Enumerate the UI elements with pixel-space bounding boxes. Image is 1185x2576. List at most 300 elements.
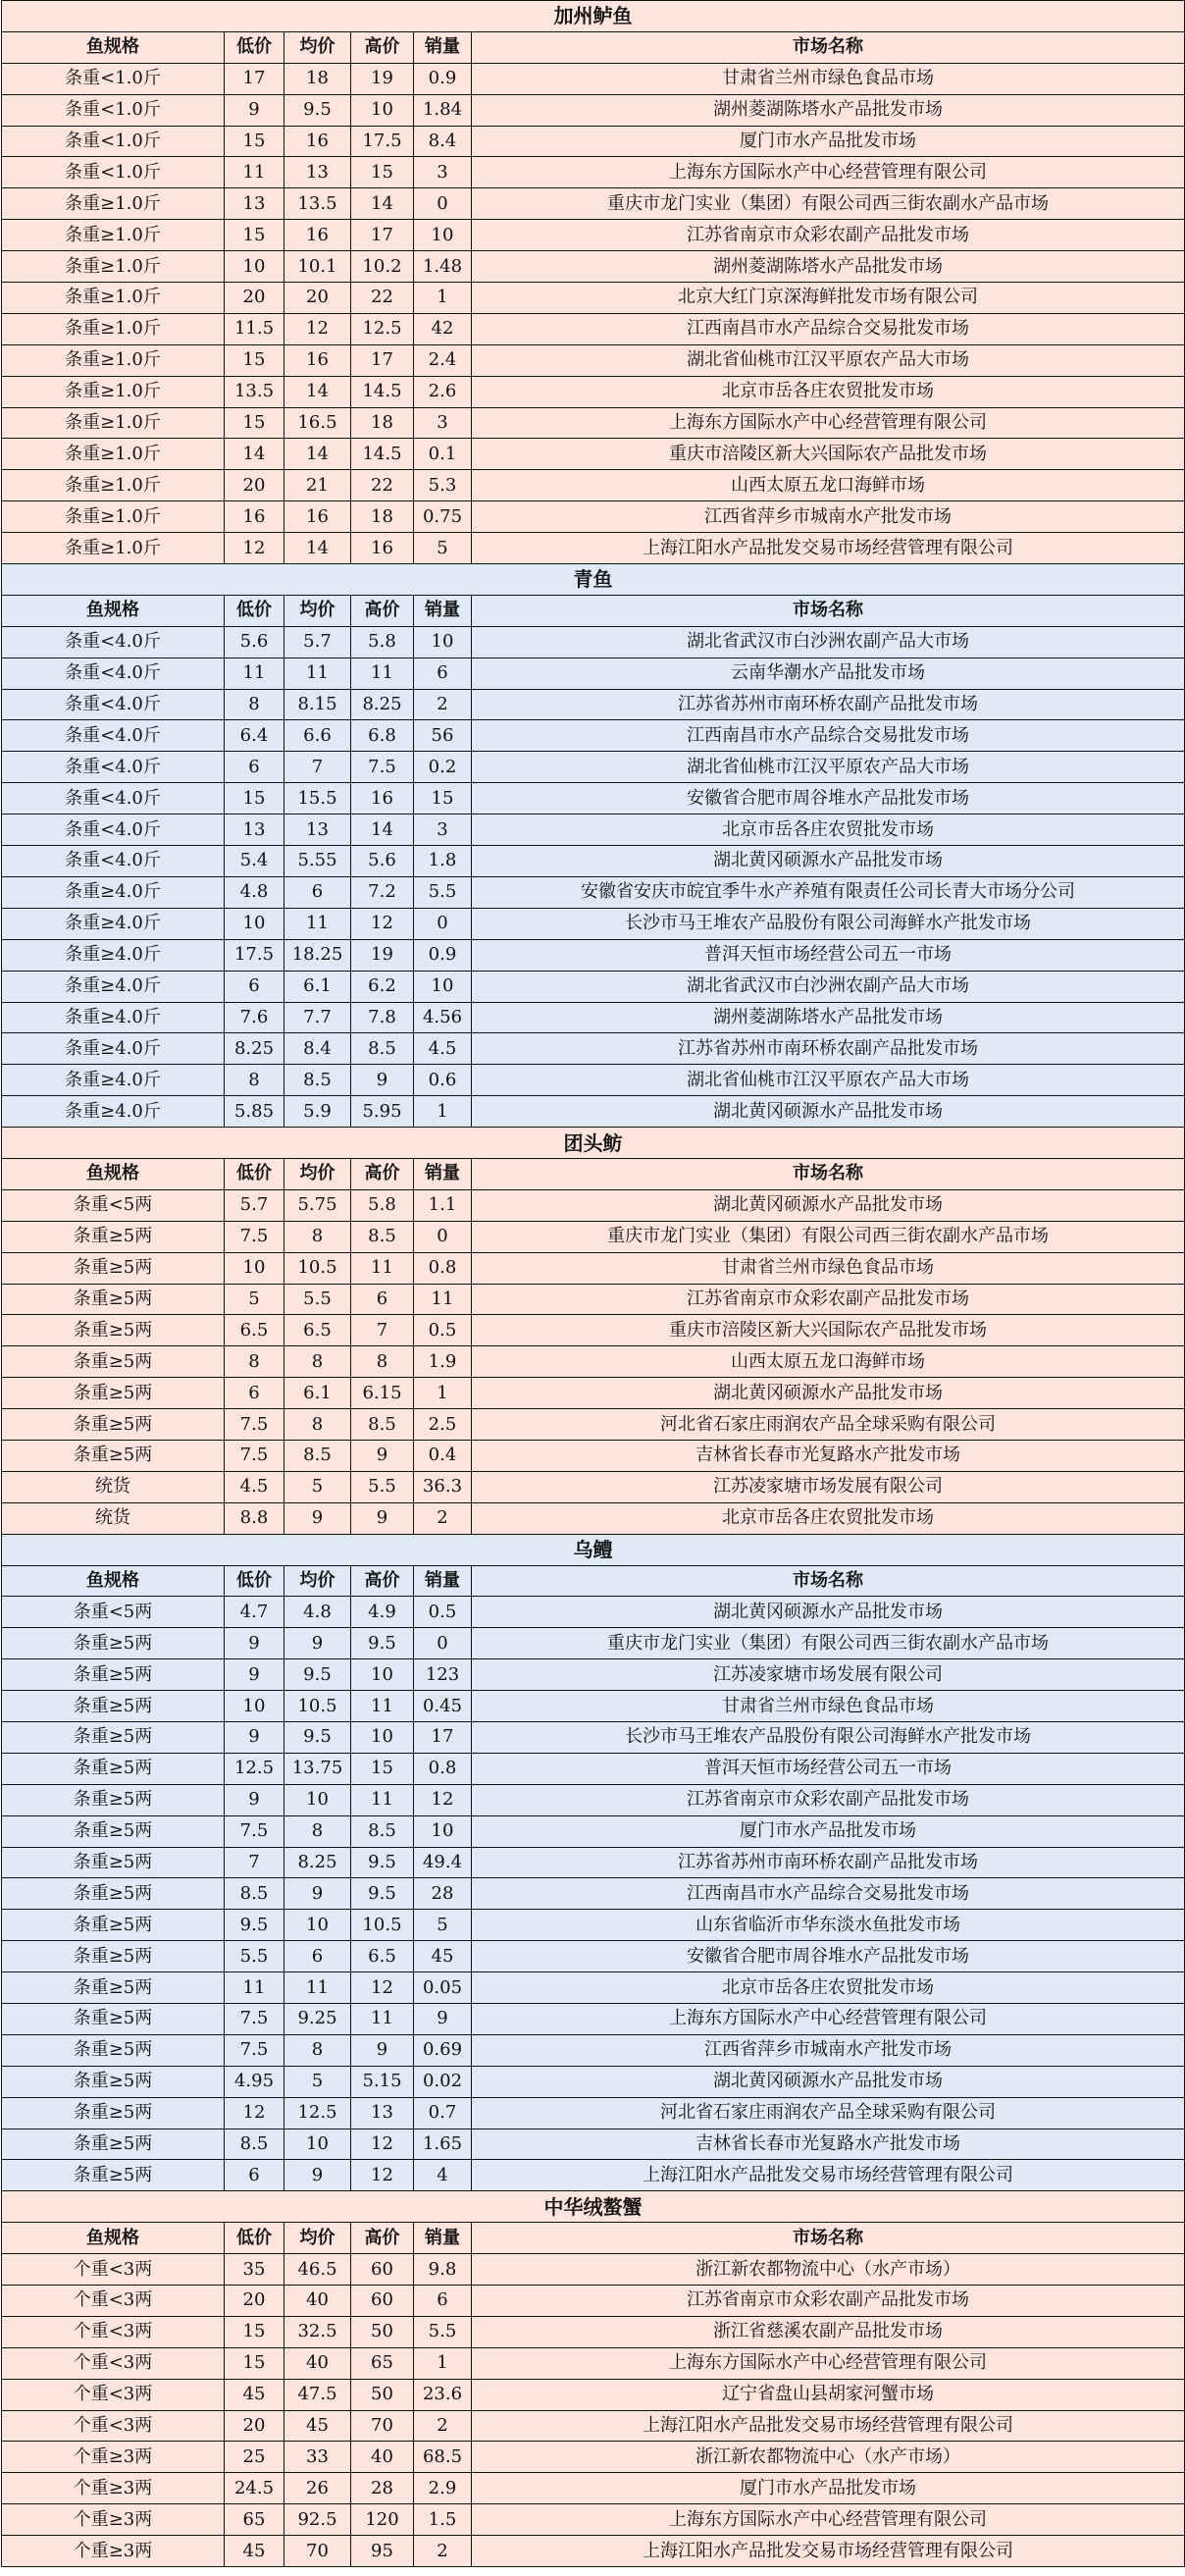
avg-price-cell: 10.5 xyxy=(284,1691,351,1722)
high-price-cell: 9 xyxy=(351,1440,414,1471)
table-row xyxy=(2,1440,1185,1471)
spec-cell: 统货 xyxy=(2,1502,225,1534)
low-price-cell: 7.5 xyxy=(225,2004,284,2035)
section-title: 青鱼 xyxy=(2,564,1185,596)
avg-price-cell: 9 xyxy=(284,2160,351,2191)
high-price-cell: 12 xyxy=(351,908,414,939)
avg-price-cell: 5 xyxy=(284,2066,351,2097)
high-price-cell: 15 xyxy=(351,1753,414,1784)
low-price-cell: 6 xyxy=(225,1378,284,1409)
avg-price-cell: 6.6 xyxy=(284,720,351,752)
spec-cell: 条重≥1.0斤 xyxy=(2,376,225,407)
header-row xyxy=(2,31,1185,63)
table-row xyxy=(2,2097,1185,2129)
volume-cell: 6 xyxy=(414,657,472,689)
table-row xyxy=(2,94,1185,126)
table-row xyxy=(2,1597,1185,1628)
low-price-cell: 13 xyxy=(225,815,284,846)
avg-price-cell: 14 xyxy=(284,376,351,407)
volume-cell: 0.75 xyxy=(414,501,472,533)
market-name-cell: 上海东方国际水产中心经营管理有限公司 xyxy=(472,407,1185,439)
avg-price-cell: 6.1 xyxy=(284,1378,351,1409)
low-price-cell: 11 xyxy=(225,657,284,689)
table-row xyxy=(2,1784,1185,1815)
header-market-name: 市场名称 xyxy=(472,31,1185,63)
table-row xyxy=(2,2473,1185,2504)
avg-price-cell: 9 xyxy=(284,1878,351,1910)
spec-cell: 个重≥3两 xyxy=(2,2536,225,2567)
market-name-cell: 江苏凌家塘市场发展有限公司 xyxy=(472,1659,1185,1691)
market-name-cell: 安徽省合肥市周谷堆水产品批发市场 xyxy=(472,783,1185,815)
low-price-cell: 15 xyxy=(225,220,284,251)
volume-cell: 3 xyxy=(414,815,472,846)
avg-price-cell: 8.4 xyxy=(284,1033,351,1065)
header-market-name: 市场名称 xyxy=(472,2223,1185,2254)
low-price-cell: 15 xyxy=(225,783,284,815)
avg-price-cell: 18.25 xyxy=(284,939,351,971)
avg-price-cell: 16 xyxy=(284,501,351,533)
low-price-cell: 10 xyxy=(225,1252,284,1284)
header-row xyxy=(2,1565,1185,1597)
price-table-body xyxy=(2,1,1185,2567)
table-row xyxy=(2,1252,1185,1284)
market-name-cell: 重庆市龙门实业（集团）有限公司西三街农副水产品市场 xyxy=(472,188,1185,220)
spec-cell: 个重<3两 xyxy=(2,2379,225,2410)
market-name-cell: 湖北省仙桃市江汉平原农产品大市场 xyxy=(472,344,1185,376)
low-price-cell: 8 xyxy=(225,689,284,720)
high-price-cell: 10.5 xyxy=(351,1910,414,1941)
low-price-cell: 7 xyxy=(225,1847,284,1878)
spec-cell: 条重<5两 xyxy=(2,1597,225,1628)
low-price-cell: 6 xyxy=(225,2160,284,2191)
avg-price-cell: 33 xyxy=(284,2442,351,2473)
low-price-cell: 16 xyxy=(225,501,284,533)
header-row xyxy=(2,595,1185,626)
low-price-cell: 35 xyxy=(225,2254,284,2286)
high-price-cell: 8 xyxy=(351,1346,414,1378)
volume-cell: 1.5 xyxy=(414,2504,472,2536)
market-name-cell: 江西省萍乡市城南水产批发市场 xyxy=(472,2034,1185,2066)
market-name-cell: 安徽省合肥市周谷堆水产品批发市场 xyxy=(472,1941,1185,1972)
table-row xyxy=(2,2347,1185,2379)
market-name-cell: 上海江阳水产品批发交易市场经营管理有限公司 xyxy=(472,2536,1185,2567)
table-row xyxy=(2,407,1185,439)
avg-price-cell: 26 xyxy=(284,2473,351,2504)
high-price-cell: 95 xyxy=(351,2536,414,2567)
high-price-cell: 12 xyxy=(351,2129,414,2160)
avg-price-cell: 5 xyxy=(284,1471,351,1502)
spec-cell: 条重<4.0斤 xyxy=(2,720,225,752)
volume-cell: 45 xyxy=(414,1941,472,1972)
low-price-cell: 17 xyxy=(225,63,284,94)
low-price-cell: 9 xyxy=(225,1784,284,1815)
market-name-cell: 北京市岳各庄农贸批发市场 xyxy=(472,1972,1185,2004)
avg-price-cell: 16 xyxy=(284,344,351,376)
high-price-cell: 9.5 xyxy=(351,1878,414,1910)
market-name-cell: 山东省临沂市华东淡水鱼批发市场 xyxy=(472,1910,1185,1941)
volume-cell: 2.5 xyxy=(414,1409,472,1441)
avg-price-cell: 12 xyxy=(284,313,351,344)
avg-price-cell: 46.5 xyxy=(284,2254,351,2286)
low-price-cell: 8 xyxy=(225,1065,284,1096)
table-row xyxy=(2,2379,1185,2410)
market-name-cell: 吉林省长春市光复路水产批发市场 xyxy=(472,2129,1185,2160)
spec-cell: 条重≥1.0斤 xyxy=(2,251,225,283)
market-name-cell: 浙江新农都物流中心（水产市场） xyxy=(472,2254,1185,2286)
market-name-cell: 浙江省慈溪农副产品批发市场 xyxy=(472,2316,1185,2347)
high-price-cell: 7 xyxy=(351,1315,414,1346)
spec-cell: 条重≥1.0斤 xyxy=(2,501,225,533)
volume-cell: 10 xyxy=(414,971,472,1002)
high-price-cell: 6.15 xyxy=(351,1378,414,1409)
high-price-cell: 8.5 xyxy=(351,1033,414,1065)
table-row xyxy=(2,2410,1185,2442)
high-price-cell: 22 xyxy=(351,470,414,501)
volume-cell: 12 xyxy=(414,1784,472,1815)
market-name-cell: 湖北省武汉市白沙洲农副产品大市场 xyxy=(472,971,1185,1002)
volume-cell: 0 xyxy=(414,188,472,220)
table-row xyxy=(2,1346,1185,1378)
volume-cell: 3 xyxy=(414,407,472,439)
spec-cell: 条重<4.0斤 xyxy=(2,657,225,689)
header-high-price: 高价 xyxy=(351,31,414,63)
avg-price-cell: 6 xyxy=(284,876,351,908)
market-name-cell: 江苏省苏州市南环桥农副产品批发市场 xyxy=(472,1847,1185,1878)
volume-cell: 0.9 xyxy=(414,939,472,971)
high-price-cell: 50 xyxy=(351,2379,414,2410)
high-price-cell: 10 xyxy=(351,94,414,126)
spec-cell: 个重<3两 xyxy=(2,2286,225,2317)
volume-cell: 4.5 xyxy=(414,1033,472,1065)
volume-cell: 2 xyxy=(414,689,472,720)
market-name-cell: 湖北省仙桃市江汉平原农产品大市场 xyxy=(472,752,1185,783)
market-name-cell: 湖北黄冈硕源水产品批发市场 xyxy=(472,1597,1185,1628)
spec-cell: 条重≥5两 xyxy=(2,1910,225,1941)
spec-cell: 个重<3两 xyxy=(2,2254,225,2286)
avg-price-cell: 7.7 xyxy=(284,1002,351,1033)
spec-cell: 条重≥5两 xyxy=(2,1847,225,1878)
avg-price-cell: 8.5 xyxy=(284,1440,351,1471)
volume-cell: 0 xyxy=(414,1221,472,1252)
volume-cell: 1.8 xyxy=(414,846,472,877)
table-row xyxy=(2,2286,1185,2317)
spec-cell: 条重≥5两 xyxy=(2,1440,225,1471)
market-name-cell: 江苏省南京市众彩农副产品批发市场 xyxy=(472,1284,1185,1315)
low-price-cell: 24.5 xyxy=(225,2473,284,2504)
volume-cell: 11 xyxy=(414,1284,472,1315)
avg-price-cell: 9.5 xyxy=(284,1721,351,1753)
low-price-cell: 4.7 xyxy=(225,1597,284,1628)
volume-cell: 0.45 xyxy=(414,1691,472,1722)
avg-price-cell: 5.75 xyxy=(284,1189,351,1221)
spec-cell: 条重≥5两 xyxy=(2,1315,225,1346)
volume-cell: 9.8 xyxy=(414,2254,472,2286)
market-name-cell: 上海东方国际水产中心经营管理有限公司 xyxy=(472,2004,1185,2035)
market-name-cell: 重庆市龙门实业（集团）有限公司西三街农副水产品市场 xyxy=(472,1628,1185,1659)
market-name-cell: 上海江阳水产品批发交易市场经营管理有限公司 xyxy=(472,2160,1185,2191)
market-name-cell: 重庆市涪陵区新大兴国际农产品批发市场 xyxy=(472,439,1185,470)
spec-cell: 条重≥5两 xyxy=(2,1972,225,2004)
avg-price-cell: 9.25 xyxy=(284,2004,351,2035)
volume-cell: 2.4 xyxy=(414,344,472,376)
volume-cell: 0 xyxy=(414,1628,472,1659)
avg-price-cell: 8 xyxy=(284,1221,351,1252)
section-title: 加州鲈鱼 xyxy=(2,1,1185,32)
table-row xyxy=(2,1847,1185,1878)
spec-cell: 条重≥1.0斤 xyxy=(2,533,225,564)
market-name-cell: 甘肃省兰州市绿色食品市场 xyxy=(472,63,1185,94)
high-price-cell: 8.5 xyxy=(351,1221,414,1252)
high-price-cell: 6.8 xyxy=(351,720,414,752)
low-price-cell: 7.5 xyxy=(225,1440,284,1471)
spec-cell: 条重≥1.0斤 xyxy=(2,470,225,501)
header-high-price: 高价 xyxy=(351,1158,414,1189)
market-name-cell: 江苏省南京市众彩农副产品批发市场 xyxy=(472,220,1185,251)
high-price-cell: 9.5 xyxy=(351,1847,414,1878)
avg-price-cell: 13 xyxy=(284,815,351,846)
high-price-cell: 8.25 xyxy=(351,689,414,720)
market-name-cell: 浙江新农都物流中心（水产市场） xyxy=(472,2442,1185,2473)
avg-price-cell: 9.5 xyxy=(284,1659,351,1691)
table-row xyxy=(2,1065,1185,1096)
low-price-cell: 7.5 xyxy=(225,1409,284,1441)
section-title: 团头鲂 xyxy=(2,1128,1185,1159)
spec-cell: 条重≥5两 xyxy=(2,1784,225,1815)
low-price-cell: 65 xyxy=(225,2504,284,2536)
low-price-cell: 7.5 xyxy=(225,2034,284,2066)
table-row xyxy=(2,63,1185,94)
market-name-cell: 湖州菱湖陈塔水产品批发市场 xyxy=(472,251,1185,283)
spec-cell: 条重≥1.0斤 xyxy=(2,188,225,220)
volume-cell: 1.65 xyxy=(414,2129,472,2160)
high-price-cell: 10 xyxy=(351,1659,414,1691)
avg-price-cell: 9 xyxy=(284,1502,351,1534)
avg-price-cell: 13.75 xyxy=(284,1753,351,1784)
avg-price-cell: 10 xyxy=(284,1784,351,1815)
low-price-cell: 8.25 xyxy=(225,1033,284,1065)
spec-cell: 条重≥5两 xyxy=(2,2004,225,2035)
volume-cell: 10 xyxy=(414,626,472,657)
low-price-cell: 4.5 xyxy=(225,1471,284,1502)
header-avg-price: 均价 xyxy=(284,1565,351,1597)
volume-cell: 1 xyxy=(414,1378,472,1409)
spec-cell: 个重≥3两 xyxy=(2,2504,225,2536)
high-price-cell: 11 xyxy=(351,2004,414,2035)
high-price-cell: 9 xyxy=(351,2034,414,2066)
market-name-cell: 重庆市龙门实业（集团）有限公司西三街农副水产品市场 xyxy=(472,1221,1185,1252)
high-price-cell: 19 xyxy=(351,63,414,94)
avg-price-cell: 5.5 xyxy=(284,1284,351,1315)
avg-price-cell: 10.5 xyxy=(284,1252,351,1284)
high-price-cell: 5.5 xyxy=(351,1471,414,1502)
volume-cell: 0.1 xyxy=(414,439,472,470)
low-price-cell: 10 xyxy=(225,908,284,939)
volume-cell: 0.5 xyxy=(414,1315,472,1346)
avg-price-cell: 16.5 xyxy=(284,407,351,439)
high-price-cell: 9 xyxy=(351,1502,414,1534)
low-price-cell: 15 xyxy=(225,344,284,376)
low-price-cell: 9 xyxy=(225,94,284,126)
high-price-cell: 11 xyxy=(351,1691,414,1722)
avg-price-cell: 5.7 xyxy=(284,626,351,657)
table-row xyxy=(2,1753,1185,1784)
table-row xyxy=(2,1002,1185,1033)
market-name-cell: 河北省石家庄雨润农产品全球采购有限公司 xyxy=(472,2097,1185,2129)
market-name-cell: 甘肃省兰州市绿色食品市场 xyxy=(472,1252,1185,1284)
market-name-cell: 湖北黄冈硕源水产品批发市场 xyxy=(472,1378,1185,1409)
volume-cell: 8.4 xyxy=(414,126,472,157)
spec-cell: 条重≥5两 xyxy=(2,2129,225,2160)
market-name-cell: 湖州菱湖陈塔水产品批发市场 xyxy=(472,94,1185,126)
header-volume: 销量 xyxy=(414,595,472,626)
spec-cell: 条重<1.0斤 xyxy=(2,126,225,157)
header-volume: 销量 xyxy=(414,1158,472,1189)
volume-cell: 3 xyxy=(414,157,472,188)
spec-cell: 条重<4.0斤 xyxy=(2,815,225,846)
spec-cell: 条重≥5两 xyxy=(2,1721,225,1753)
volume-cell: 0.7 xyxy=(414,2097,472,2129)
avg-price-cell: 32.5 xyxy=(284,2316,351,2347)
table-row xyxy=(2,815,1185,846)
header-high-price: 高价 xyxy=(351,1565,414,1597)
high-price-cell: 5.8 xyxy=(351,626,414,657)
low-price-cell: 45 xyxy=(225,2379,284,2410)
header-avg-price: 均价 xyxy=(284,595,351,626)
avg-price-cell: 6 xyxy=(284,1941,351,1972)
table-row xyxy=(2,2504,1185,2536)
low-price-cell: 20 xyxy=(225,2410,284,2442)
high-price-cell: 16 xyxy=(351,533,414,564)
market-name-cell: 江苏省南京市众彩农副产品批发市场 xyxy=(472,1784,1185,1815)
market-name-cell: 江苏省苏州市南环桥农副产品批发市场 xyxy=(472,689,1185,720)
high-price-cell: 11 xyxy=(351,657,414,689)
volume-cell: 28 xyxy=(414,1878,472,1910)
table-row xyxy=(2,939,1185,971)
spec-cell: 条重≥5两 xyxy=(2,1284,225,1315)
low-price-cell: 25 xyxy=(225,2442,284,2473)
header-low-price: 低价 xyxy=(225,31,284,63)
low-price-cell: 13 xyxy=(225,188,284,220)
market-name-cell: 上海江阳水产品批发交易市场经营管理有限公司 xyxy=(472,2410,1185,2442)
volume-cell: 0.05 xyxy=(414,1972,472,2004)
volume-cell: 1 xyxy=(414,283,472,314)
low-price-cell: 15 xyxy=(225,2347,284,2379)
table-row xyxy=(2,157,1185,188)
section-title-row xyxy=(2,2191,1185,2223)
table-row xyxy=(2,1409,1185,1441)
high-price-cell: 50 xyxy=(351,2316,414,2347)
table-row xyxy=(2,376,1185,407)
market-name-cell: 江西南昌市水产品综合交易批发市场 xyxy=(472,1878,1185,1910)
spec-cell: 条重≥1.0斤 xyxy=(2,220,225,251)
header-volume: 销量 xyxy=(414,2223,472,2254)
high-price-cell: 18 xyxy=(351,501,414,533)
table-row xyxy=(2,2160,1185,2191)
market-name-cell: 吉林省长春市光复路水产批发市场 xyxy=(472,1440,1185,1471)
volume-cell: 123 xyxy=(414,1659,472,1691)
volume-cell: 0.6 xyxy=(414,1065,472,1096)
market-name-cell: 厦门市水产品批发市场 xyxy=(472,1815,1185,1847)
header-volume: 销量 xyxy=(414,31,472,63)
volume-cell: 68.5 xyxy=(414,2442,472,2473)
low-price-cell: 9 xyxy=(225,1659,284,1691)
high-price-cell: 5.15 xyxy=(351,2066,414,2097)
volume-cell: 0.5 xyxy=(414,1597,472,1628)
volume-cell: 9 xyxy=(414,2004,472,2035)
market-name-cell: 江西省萍乡市城南水产批发市场 xyxy=(472,501,1185,533)
table-row xyxy=(2,1096,1185,1128)
header-high-price: 高价 xyxy=(351,595,414,626)
spec-cell: 条重≥1.0斤 xyxy=(2,439,225,470)
low-price-cell: 11.5 xyxy=(225,313,284,344)
market-name-cell: 北京大红门京深海鲜批发市场有限公司 xyxy=(472,283,1185,314)
spec-cell: 条重≥5两 xyxy=(2,1659,225,1691)
avg-price-cell: 8 xyxy=(284,1409,351,1441)
volume-cell: 0.8 xyxy=(414,1252,472,1284)
avg-price-cell: 40 xyxy=(284,2286,351,2317)
table-row xyxy=(2,344,1185,376)
low-price-cell: 5.6 xyxy=(225,626,284,657)
low-price-cell: 7.6 xyxy=(225,1002,284,1033)
volume-cell: 5 xyxy=(414,533,472,564)
spec-cell: 条重≥5两 xyxy=(2,1346,225,1378)
high-price-cell: 8.5 xyxy=(351,1409,414,1441)
avg-price-cell: 47.5 xyxy=(284,2379,351,2410)
table-row xyxy=(2,1941,1185,1972)
avg-price-cell: 5.9 xyxy=(284,1096,351,1128)
high-price-cell: 12 xyxy=(351,2160,414,2191)
spec-cell: 条重≥5两 xyxy=(2,2097,225,2129)
table-row xyxy=(2,1721,1185,1753)
avg-price-cell: 21 xyxy=(284,470,351,501)
spec-cell: 条重≥4.0斤 xyxy=(2,1096,225,1128)
spec-cell: 统货 xyxy=(2,1471,225,1502)
table-row xyxy=(2,1878,1185,1910)
spec-cell: 个重<3两 xyxy=(2,2316,225,2347)
spec-cell: 个重<3两 xyxy=(2,2347,225,2379)
high-price-cell: 7.2 xyxy=(351,876,414,908)
high-price-cell: 14 xyxy=(351,188,414,220)
market-name-cell: 江西南昌市水产品综合交易批发市场 xyxy=(472,720,1185,752)
spec-cell: 条重≥5两 xyxy=(2,1878,225,1910)
spec-cell: 条重≥4.0斤 xyxy=(2,1065,225,1096)
spec-cell: 条重≥1.0斤 xyxy=(2,407,225,439)
avg-price-cell: 40 xyxy=(284,2347,351,2379)
volume-cell: 0.9 xyxy=(414,63,472,94)
low-price-cell: 10 xyxy=(225,251,284,283)
high-price-cell: 8.5 xyxy=(351,1815,414,1847)
market-name-cell: 湖北黄冈硕源水产品批发市场 xyxy=(472,2066,1185,2097)
header-high-price: 高价 xyxy=(351,2223,414,2254)
avg-price-cell: 11 xyxy=(284,908,351,939)
header-avg-price: 均价 xyxy=(284,1158,351,1189)
volume-cell: 0.2 xyxy=(414,752,472,783)
high-price-cell: 120 xyxy=(351,2504,414,2536)
low-price-cell: 7.5 xyxy=(225,1815,284,1847)
market-name-cell: 北京市岳各庄农贸批发市场 xyxy=(472,815,1185,846)
table-row xyxy=(2,2034,1185,2066)
low-price-cell: 6.4 xyxy=(225,720,284,752)
avg-price-cell: 6.1 xyxy=(284,971,351,1002)
spec-cell: 条重≥5两 xyxy=(2,1628,225,1659)
section-title: 中华绒螯蟹 xyxy=(2,2191,1185,2223)
table-row xyxy=(2,1033,1185,1065)
market-name-cell: 湖北黄冈硕源水产品批发市场 xyxy=(472,846,1185,877)
high-price-cell: 19 xyxy=(351,939,414,971)
table-row xyxy=(2,1189,1185,1221)
volume-cell: 1.1 xyxy=(414,1189,472,1221)
avg-price-cell: 16 xyxy=(284,220,351,251)
